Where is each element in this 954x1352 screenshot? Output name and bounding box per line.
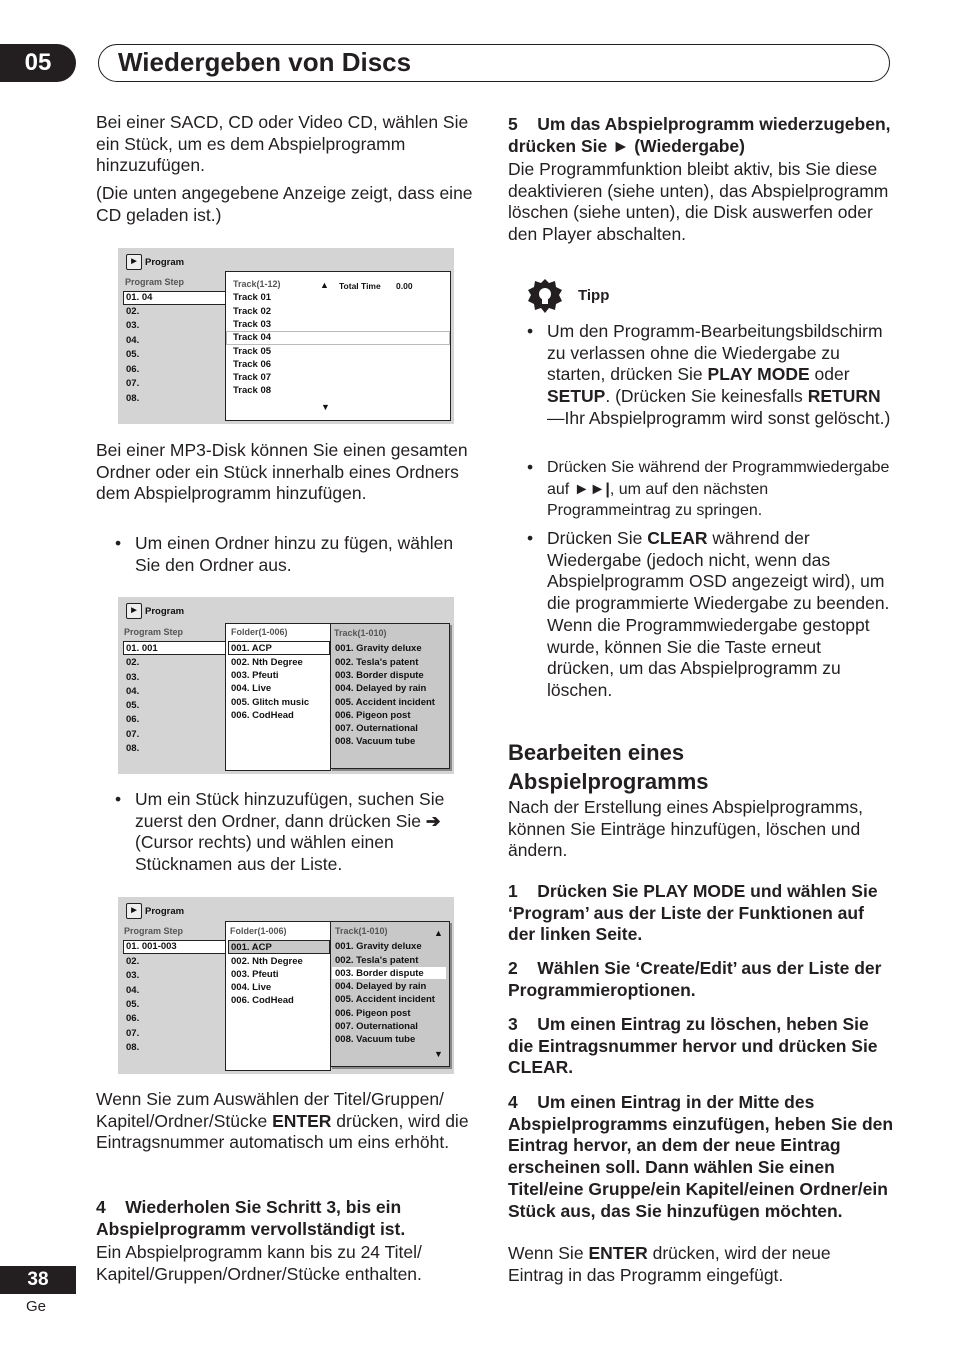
clear-key: CLEAR [647, 528, 708, 548]
text: Um den Programm-Bearbeitungsbildschirm zu verlassen ohne die Wiedergabe zu starten, drücken Sie [547, 321, 883, 385]
program-title: Program [145, 605, 185, 617]
up-arrow-icon: ▲ [320, 280, 329, 290]
step-label: Program Step [124, 926, 184, 936]
track-item[interactable]: Track 01 [233, 292, 272, 303]
folder-item[interactable]: 006. CodHead [231, 995, 294, 1006]
step-item[interactable]: 04. [126, 686, 140, 697]
step-item[interactable]: 07. [126, 378, 140, 389]
text: Wenn Sie zum Auswählen der Titel/Gruppen/ Kapitel/Ordner/Stücke [96, 1089, 444, 1131]
step-number: 4 [508, 1092, 518, 1112]
folder-item[interactable]: 005. Glitch music [231, 697, 310, 708]
folder-label: Folder(1-006) [230, 926, 287, 936]
disc-icon: ▶ [126, 254, 142, 270]
bullet-dot: • [115, 533, 122, 553]
step-item[interactable]: 08. [126, 1042, 140, 1053]
step-item[interactable]: 06. [126, 714, 140, 725]
track-item[interactable]: 006. Pigeon post [335, 710, 411, 721]
step-text: Wiederholen Sie Schritt 3, bis ein Abspielprogramm vervollständigt ist. [96, 1197, 406, 1239]
text: oder [814, 364, 850, 385]
track-item[interactable]: 006. Pigeon post [335, 1008, 411, 1019]
total-time-label: Total Time [339, 281, 381, 291]
track-item[interactable]: Track 07 [233, 372, 272, 383]
track-item[interactable]: 005. Accident incident [335, 697, 435, 708]
program-header [126, 903, 184, 919]
folder-item[interactable]: 002. Nth Degree [231, 657, 303, 668]
track-item[interactable]: Track 04 [233, 332, 272, 343]
program-title: Program [145, 905, 185, 917]
folder-item[interactable]: 004. Live [231, 982, 272, 993]
track-item[interactable]: 005. Accident incident [335, 994, 435, 1005]
step-4-heading [96, 1197, 478, 1240]
track-item[interactable]: 004. Delayed by rain [335, 981, 427, 992]
bullet-dot: • [527, 321, 534, 341]
bullet-track [115, 789, 478, 876]
lightbulb-icon [527, 278, 563, 314]
text: drücken, wird die Eintragsnummer automatisch um eins erhöht. [96, 1110, 469, 1153]
folder-item[interactable]: 006. CodHead [231, 710, 294, 721]
step-item[interactable]: 02. [126, 956, 140, 967]
play-icon: ► [612, 135, 630, 156]
step-text: Drücken Sie PLAY MODE und wählen Sie ‘Program’ aus der Liste der Funktionen auf der linken Seite. [508, 881, 878, 945]
step-item[interactable]: 05. [126, 349, 140, 360]
step-label: Program Step [125, 277, 185, 287]
up-arrow-icon: ▲ [434, 928, 443, 938]
step-text: Um das Abspielprogramm wiederzugeben, drücken Sie [508, 114, 891, 156]
step-text: Wählen Sie ‘Create/Edit’ aus der Liste der Programmieroptionen. [508, 958, 882, 1000]
step-item[interactable]: 08. [126, 743, 140, 754]
language-code: Ge [26, 1298, 47, 1315]
track-label: Track(1-010) [334, 628, 387, 638]
step-item[interactable]: 01. 04 [126, 292, 153, 303]
track-item[interactable]: 002. Tesla's patent [335, 955, 419, 966]
step-item[interactable]: 01. 001 [126, 643, 158, 654]
total-time-value: 0.00 [396, 281, 413, 291]
folder-item[interactable]: 003. Pfeuti [231, 670, 279, 681]
bullet-dot: • [527, 457, 534, 477]
step-item[interactable]: 03. [126, 672, 140, 683]
step-5-text: Die Programmfunktion bleibt aktiv, bis Sie diese deaktivieren (siehe unten), das Abspielprogramm löschen (siehe unten), die Disk auswerfen oder den Player abschalten. [508, 159, 889, 245]
play-mode-key: PLAY MODE [707, 364, 810, 385]
program-title: Program [145, 256, 185, 268]
program-screen-cd [118, 248, 454, 424]
step-4-text: Ein Abspielprogramm kann bis zu 24 Titel/ Kapitel/Gruppen/Ordner/Stücke enthalten. [96, 1242, 422, 1284]
step-item[interactable]: 08. [126, 393, 140, 404]
step-item[interactable]: 04. [126, 985, 140, 996]
step-number: 1 [508, 881, 518, 901]
disc-icon: ▶ [126, 903, 142, 919]
page-number: 38 [0, 1266, 76, 1294]
step-number: 2 [508, 958, 518, 978]
text: , um auf den nächsten Programmeintrag zu springen. [547, 480, 769, 520]
section-heading: Bearbeiten eines Abspielprogramms [508, 740, 709, 794]
track-item[interactable]: 001. Gravity deluxe [335, 643, 422, 654]
tip-2 [527, 457, 892, 522]
text: . (Drücken Sie keinesfalls [605, 386, 803, 407]
program-screen-mp3-folder [118, 597, 454, 774]
track-item[interactable]: 007. Outernational [335, 723, 418, 734]
track-item[interactable]: 001. Gravity deluxe [335, 941, 422, 952]
step-item[interactable]: 06. [126, 364, 140, 375]
step-item[interactable]: 03. [126, 320, 140, 331]
program-header [126, 254, 184, 270]
step-item[interactable]: 05. [126, 999, 140, 1010]
track-item[interactable]: 008. Vacuum tube [335, 1034, 416, 1045]
note-paragraph: (Die unten angegebene Anzeige zeigt, dass eine CD geladen ist.) [96, 183, 473, 225]
folder-item[interactable]: 002. Nth Degree [231, 956, 303, 967]
step-item[interactable]: 04. [126, 335, 140, 346]
step-number: 5 [508, 114, 518, 134]
program-screen-mp3-track [118, 897, 454, 1074]
text: Drücken Sie [547, 528, 643, 548]
step-label: Program Step [124, 627, 184, 637]
edit-step-4-text [508, 1243, 890, 1286]
step-item[interactable]: 07. [126, 1028, 140, 1039]
track-label: Track(1-12) [233, 279, 281, 289]
enter-paragraph [96, 1089, 478, 1154]
enter-key: ENTER [588, 1243, 648, 1263]
track-item[interactable]: Track 05 [233, 346, 272, 357]
folder-item[interactable]: 004. Live [231, 683, 272, 694]
enter-key: ENTER [272, 1110, 332, 1131]
step-item[interactable]: 06. [126, 1013, 140, 1024]
edit-step-1 [508, 881, 894, 946]
track-item[interactable]: 002. Tesla's patent [335, 657, 419, 668]
bullet-text-cont: (Cursor rechts) und wählen einen Stücknamen aus der Liste. [135, 832, 394, 875]
bullet-text: Um ein Stück hinzuzufügen, suchen Sie zuerst den Ordner, dann drücken Sie [135, 789, 445, 831]
tip-label: Tipp [578, 287, 610, 304]
disc-icon: ▶ [126, 603, 142, 619]
track-item[interactable]: 007. Outernational [335, 1021, 418, 1032]
step-text: Um einen Eintrag in der Mitte des Abspielprogramms einzufügen, heben Sie den Eintrag hervor, an dem der neue Eintrag erscheinen soll. Dann wählen Sie einen Titel/eine Gruppe/ein Kapitel/einen Ordner/ein Stück aus, das Sie hinzufügen möchten. [508, 1092, 894, 1221]
step-item[interactable]: 05. [126, 700, 140, 711]
track-item[interactable]: 008. Vacuum tube [335, 736, 416, 747]
step-5-heading [508, 114, 898, 157]
track-item[interactable]: 003. Border dispute [335, 968, 424, 979]
edit-step-2 [508, 958, 894, 1001]
track-item[interactable]: Track 08 [233, 385, 272, 396]
text: während der Wiedergabe (jedoch nicht, wenn das Abspielprogramm OSD angezeigt wird), um die programmierte Wiedergabe zu beenden. Wenn die Programmwiedergabe gestoppt wurde, können Sie die Taste erneut drücken, um das Abspielprogramm zu löschen. [547, 528, 890, 700]
edit-step-4 [508, 1092, 894, 1222]
setup-key: SETUP [547, 386, 606, 407]
track-item[interactable]: 003. Border dispute [335, 670, 424, 681]
intro-paragraph: Bei einer SACD, CD oder Video CD, wählen Sie ein Stück, um es dem Abspielprogramm hinzuzufügen. [96, 112, 469, 176]
tip-1 [527, 321, 892, 430]
step-item[interactable]: 02. [126, 306, 140, 317]
step-number: 3 [508, 1014, 518, 1034]
folder-item[interactable]: 001. ACP [231, 942, 272, 953]
track-item[interactable]: Track 02 [233, 306, 272, 317]
track-item[interactable]: 004. Delayed by rain [335, 683, 427, 694]
text: Drücken Sie während der Programmwiedergabe auf [547, 459, 890, 498]
folder-label: Folder(1-006) [231, 627, 288, 637]
step-number: 4 [96, 1197, 106, 1217]
folder-item[interactable]: 001. ACP [231, 643, 272, 654]
step-item[interactable]: 03. [126, 970, 140, 981]
chapter-badge [0, 44, 76, 82]
step-item[interactable]: 01. 001-003 [126, 941, 177, 952]
bullet-dot: • [527, 528, 534, 548]
track-item[interactable]: Track 06 [233, 359, 272, 370]
chapter-number: 05 [24, 49, 52, 76]
next-icon: ►►| [573, 480, 610, 498]
track-item[interactable]: Track 03 [233, 319, 272, 330]
step-item[interactable]: 02. [126, 657, 140, 668]
folder-item[interactable]: 003. Pfeuti [231, 969, 279, 980]
step-item[interactable]: 07. [126, 729, 140, 740]
page-title: Wiedergeben von Discs [118, 47, 412, 77]
bullet-dot: • [115, 789, 122, 809]
down-arrow-icon: ▼ [434, 1049, 443, 1059]
step-text-cont: (Wiedergabe) [634, 135, 745, 156]
edit-step-3 [508, 1014, 894, 1079]
bullet-folder [115, 533, 478, 576]
mp3-paragraph: Bei einer MP3-Disk können Sie einen gesamten Ordner oder ein Stück innerhalb eines Ordners dem Abspielprogramm hinzufügen. [96, 440, 468, 504]
tip-3 [527, 528, 892, 702]
step-text: Um einen Eintrag zu löschen, heben Sie die Eintragsnummer hervor und drücken Sie CLEAR. [508, 1014, 878, 1078]
text: Wenn Sie [508, 1243, 584, 1263]
section-text: Nach der Erstellung eines Abspielprogramms, können Sie Einträge hinzufügen, löschen und ändern. [508, 797, 864, 861]
program-header [126, 603, 184, 619]
cursor-right-icon: ➔ [425, 810, 441, 831]
down-arrow-icon: ▼ [321, 402, 330, 412]
track-label: Track(1-010) [335, 926, 388, 936]
return-key: RETURN [807, 386, 881, 407]
text: —Ihr Abspielprogramm wird sonst gelöscht.) [547, 407, 891, 428]
bullet-text: Um einen Ordner hinzu zu fügen, wählen Sie den Ordner aus. [135, 533, 454, 575]
text: drücken, wird der neue Eintrag in das Programm eingefügt. [508, 1243, 831, 1285]
